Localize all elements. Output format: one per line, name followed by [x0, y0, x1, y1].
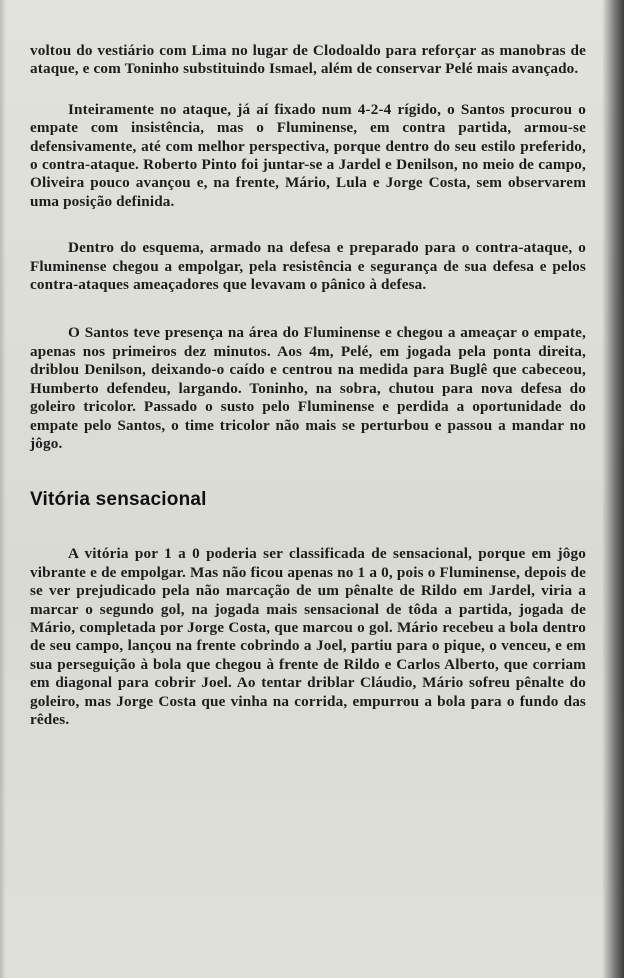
article-paragraph: O Santos teve presença na área do Fluminense e chegou a ameaçar o empate, apenas nos primeiros dez minutos. Aos 4m, Pelé, em jogada pela ponta direita, driblou Denilson, deixando-o caído e centrou na medida para Buglê que cabeceou, Humberto defendeu, largando. Toninho, na sobra, chutou para nova defesa do goleiro tricolor. Passado o susto pelo Fluminense e perdida a oportunidade do empate pelo Santos, o time tricolor não mais se perturbou e passou a mandar no jôgo. — [30, 324, 586, 452]
article-paragraph: Dentro do esquema, armado na defesa e preparado para o contra-ataque, o Fluminense chegou a empolgar, pela resistência e segurança de sua defesa e pelos contra-ataques ameaçadores que levavam o pânico à defesa. — [30, 239, 586, 294]
article-paragraph: A vitória por 1 a 0 poderia ser classificada de sensacional, porque em jôgo vibrante e de empolgar. Mas não ficou apenas no 1 a 0, pois o Fluminense, depois de se ver prejudicado pela não marcação de um pênalte de Rildo em Jardel, viria a marcar o segundo gol, na jogada mais sensacional de tôda a partida, jogada de Mário, completada por Jorge Costa, que marcou o gol. Mário recebeu a bola dentro de seu campo, lançou na frente cobrindo a Joel, partiu para o pique, o venceu, e em sua perseguição à bola que chegou à frente de Rildo e Carlos Alberto, que corriam em diagonal para cobrir Joel. Ao tentar driblar Cláudio, Mário sofreu pênalte do goleiro, mas Jorge Costa que vinha na corrida, empurrou a bola para o fundo das rêdes. — [30, 545, 586, 728]
scan-shadow-right — [602, 0, 624, 978]
section-subheading: Vitória sensacional — [30, 489, 207, 511]
scan-shadow-left — [0, 0, 6, 978]
article-column — [30, 42, 586, 729]
article-paragraph: Inteiramente no ataque, já aí fixado num 4-2-4 rígido, o Santos procurou o empate com insistência, mas o Fluminense, em contra partida, armou-se defensivamente, até com melhor perspectiva, porque dentro do seu estilo preferido, o contra-ataque. Roberto Pinto foi juntar-se a Jardel e Denilson, no meio de campo, Oliveira pouco avançou e, na frente, Mário, Lula e Jorge Costa, sem observarem uma posição definida. — [30, 100, 586, 210]
article-paragraph: voltou do vestiário com Lima no lugar de Clodoaldo para reforçar as manobras de ataque, e com Toninho substituindo Ismael, além de conservar Pelé mais avançado. — [30, 42, 586, 78]
